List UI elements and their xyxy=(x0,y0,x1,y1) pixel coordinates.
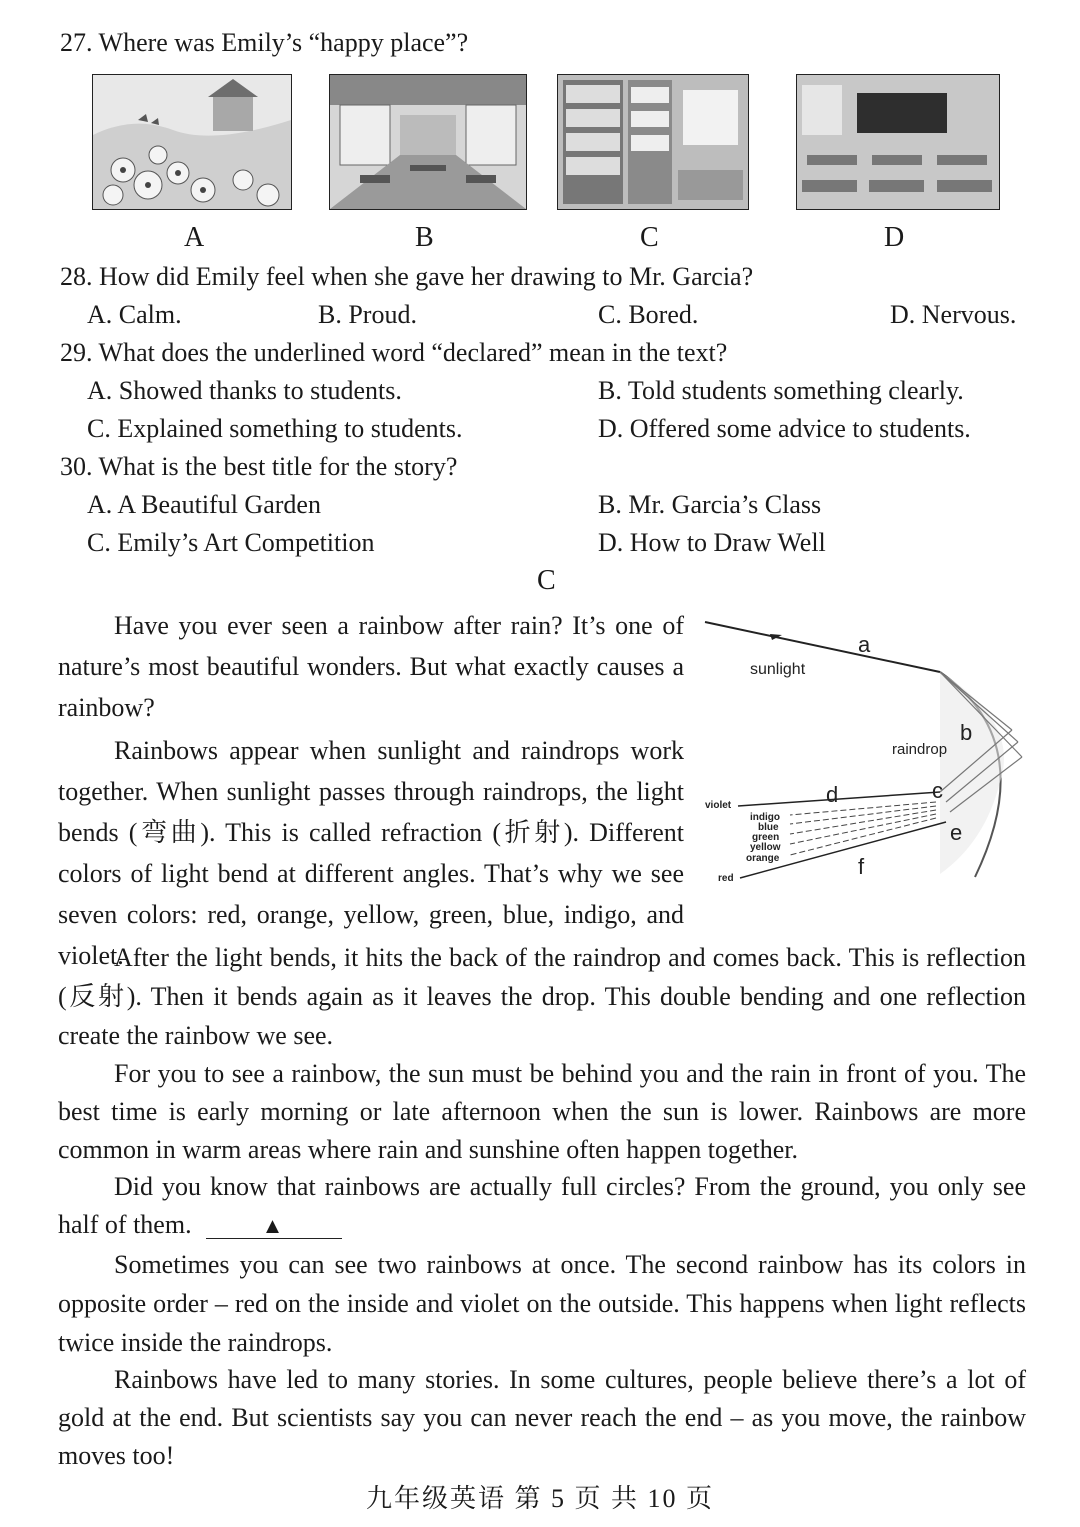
passage-paragraph-4: For you to see a rainbow, the sun must be behind you and the rain in front of you. The best time is early morning or late afternoon when the sun is lower. Rainbows are more common in warm areas where rain and sunshine often happen together. xyxy=(58,1059,1026,1164)
color-indigo: indigo xyxy=(750,812,780,823)
color-red: red xyxy=(718,873,734,884)
passage-paragraph-5 xyxy=(58,1168,1026,1244)
q28-option-b: B. Proud. xyxy=(318,300,417,329)
letter-e: e xyxy=(950,820,963,845)
passage-paragraph-7: Rainbows have led to many stories. In some cultures, people believe there’s a lot of gold at the end. But scientists say you can never reach the end – as you move, the rainbow moves too! xyxy=(58,1365,1026,1470)
option-a-label: A xyxy=(184,222,205,253)
answer-blank: ▲ xyxy=(206,1214,342,1239)
passage-paragraph-3: After the light bends, it hits the back of the raindrop and comes back. This is reflection (反射). Then it bends again as it leaves the drop. This double bending and one reflection create the rainbow we see. xyxy=(58,943,1026,1050)
color-blue: blue xyxy=(758,822,779,833)
passage-paragraph-1: Have you ever seen a rainbow after rain? It’s one of nature’s most beautiful wonders. But what exactly causes a rainbow? xyxy=(58,611,684,722)
letter-f: f xyxy=(858,854,865,879)
q29-option-d: D. Offered some advice to students. xyxy=(598,414,971,443)
letter-a: a xyxy=(858,632,871,657)
q29-stem: 29. What does the underlined word “declared” mean in the text? xyxy=(60,338,728,367)
rainbow-refraction-diagram xyxy=(700,612,1040,892)
q28-option-c: C. Bored. xyxy=(598,300,699,329)
letter-d: d xyxy=(826,782,839,807)
q29-option-a: A. Showed thanks to students. xyxy=(87,376,402,405)
option-b-label: B xyxy=(415,222,434,253)
q30-stem: 30. What is the best title for the story? xyxy=(60,452,458,481)
color-violet: violet xyxy=(705,800,732,811)
color-yellow: yellow xyxy=(750,842,781,853)
letter-c: c xyxy=(932,778,943,803)
q28-option-d: D. Nervous. xyxy=(890,300,1017,329)
letter-b: b xyxy=(960,720,973,745)
q30-option-c: C. Emily’s Art Competition xyxy=(87,528,375,557)
color-green: green xyxy=(752,832,780,843)
page-footer: 九年级英语 第 5 页 共 10 页 xyxy=(365,1484,714,1513)
option-d-label: D xyxy=(884,222,905,253)
q29-option-b: B. Told students something clearly. xyxy=(598,376,964,405)
library-room-image xyxy=(557,74,749,210)
q30-option-b: B. Mr. Garcia’s Class xyxy=(598,490,822,519)
q30-option-a: A. A Beautiful Garden xyxy=(87,490,321,519)
passage-paragraph-6: Sometimes you can see two rainbows at once. The second rainbow has its colors in opposite order – red on the inside and violet on the outside. This happens when light reflects twice inside the raindrops. xyxy=(58,1250,1026,1357)
q28-stem: 28. How did Emily feel when she gave her drawing to Mr. Garcia? xyxy=(60,262,754,291)
q27-stem: 27. Where was Emily’s “happy place”? xyxy=(60,28,469,57)
q29-option-c: C. Explained something to students. xyxy=(87,414,463,443)
garden-image xyxy=(92,74,292,210)
section-letter: C xyxy=(537,565,556,596)
q28-option-a: A. Calm. xyxy=(87,300,182,329)
cafe-image xyxy=(329,74,527,210)
classroom-image xyxy=(796,74,1000,210)
q30-option-d: D. How to Draw Well xyxy=(598,528,826,557)
passage-paragraph-2-text: Rainbows appear when sunlight and raindrops work together. When sunlight passes through raindrops, the light bends (弯曲). This is called refraction (折射). Different colors of light bend at different angles. That’s why we see seven colors: red, orange, yellow, green, blue, indigo, and violet. xyxy=(58,736,684,970)
option-c-label: C xyxy=(640,222,659,253)
violet-ray xyxy=(738,792,940,806)
passage-paragraph-5-text: Did you know that rainbows are actually full circles? From the ground, you only see half of them. xyxy=(58,1172,1026,1239)
raindrop-label: raindrop xyxy=(892,741,948,758)
color-orange: orange xyxy=(746,853,780,864)
sunlight-label: sunlight xyxy=(750,661,806,678)
